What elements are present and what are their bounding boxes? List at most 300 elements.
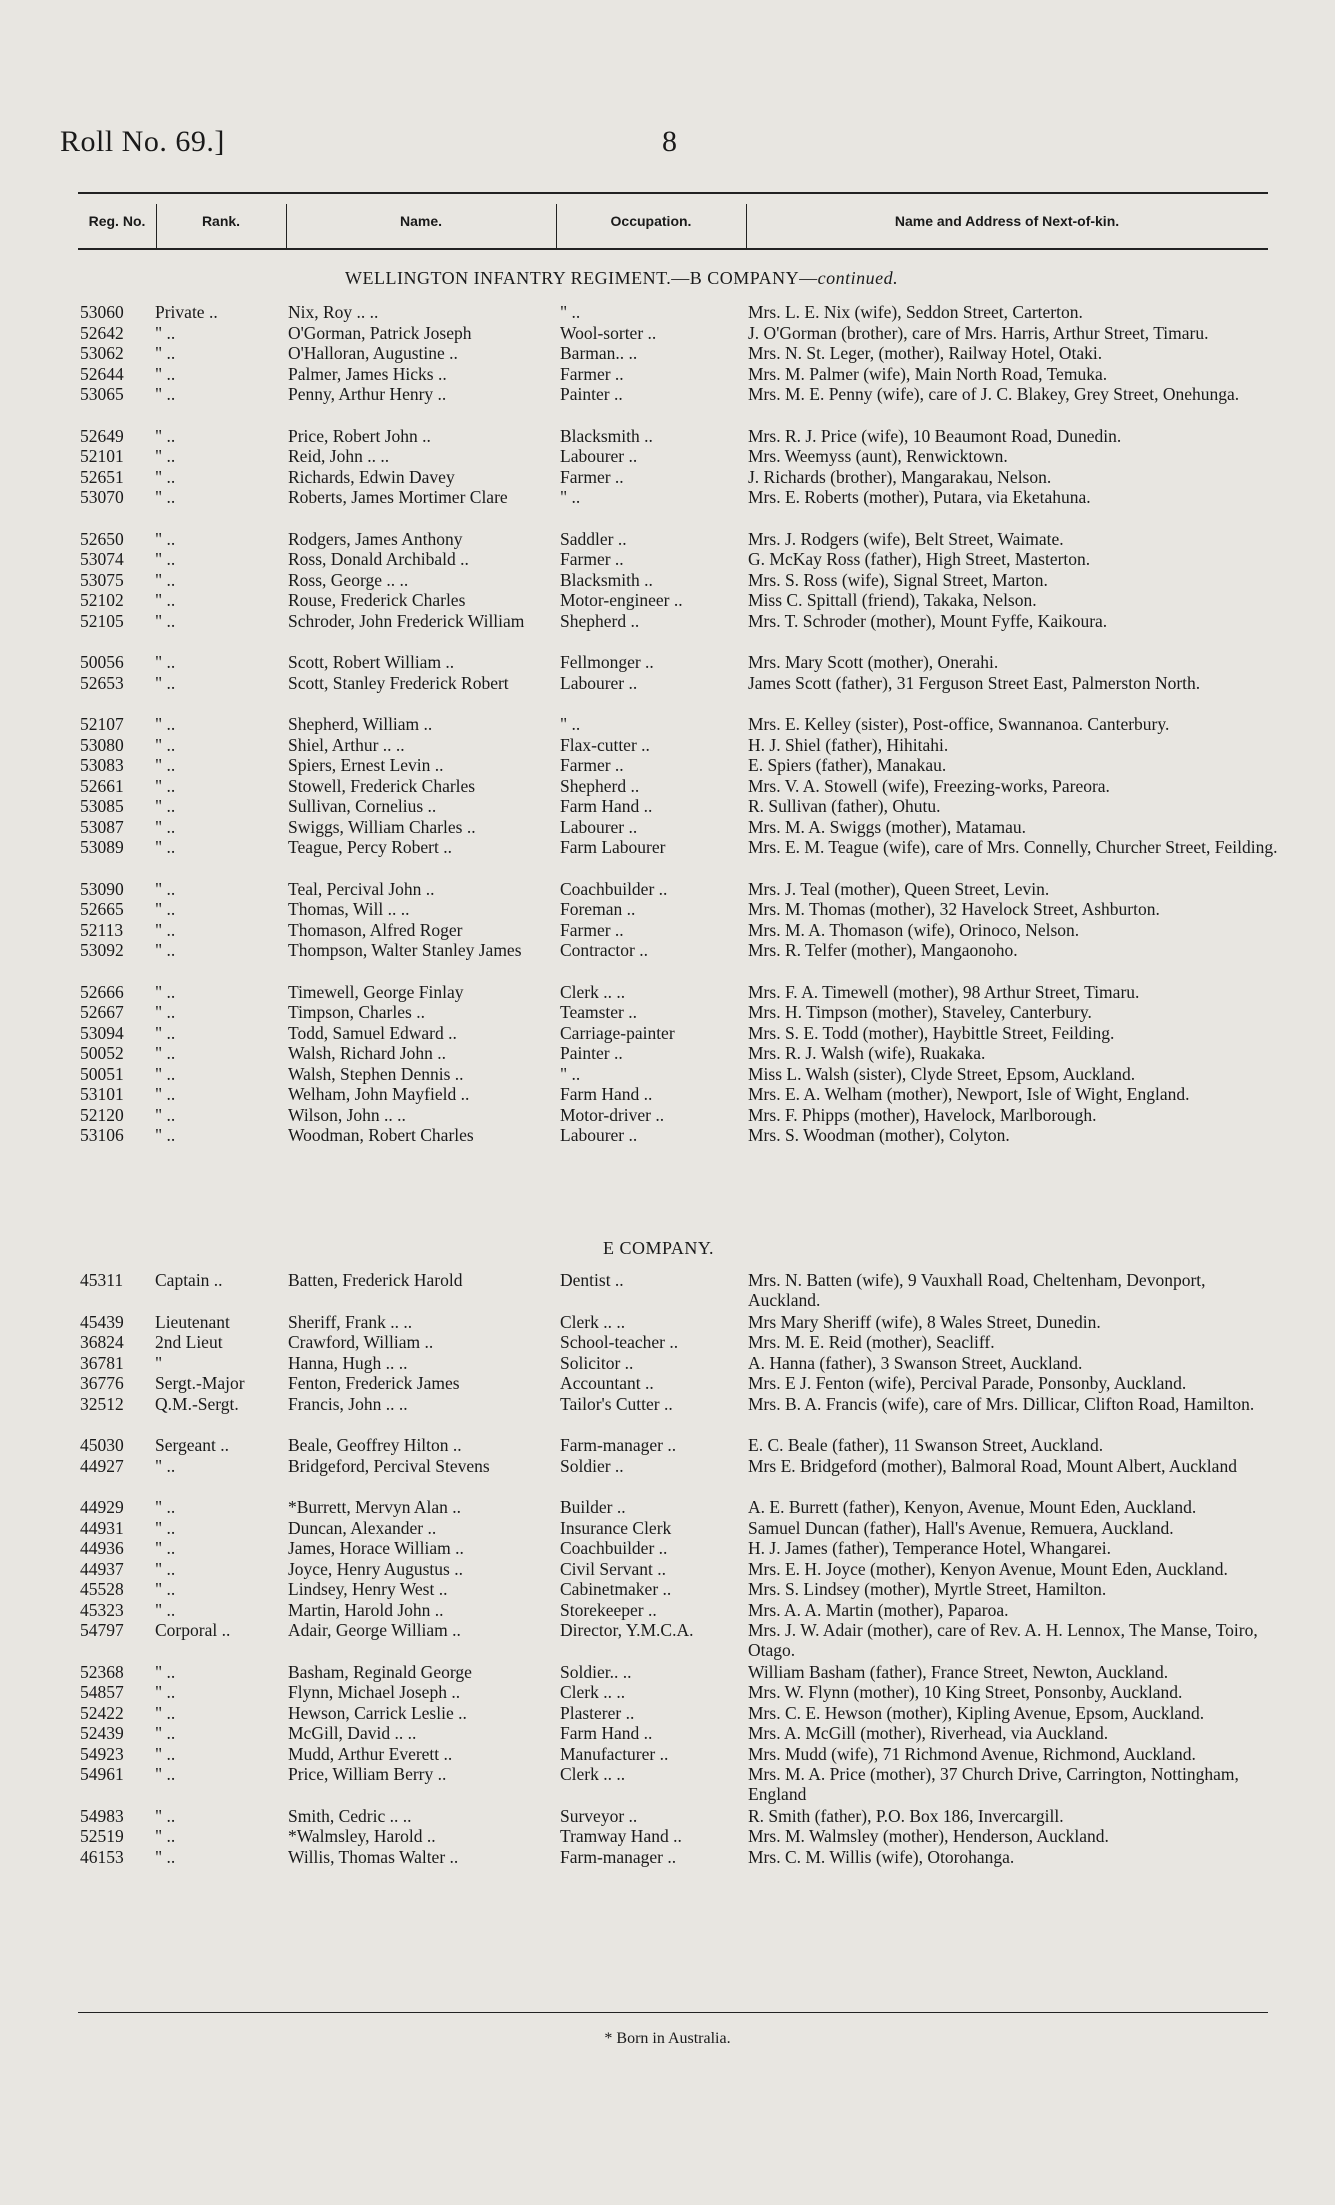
table-row: [0, 714, 1335, 734]
cell-rank: " ..: [155, 1002, 176, 1022]
cell-rank: " ..: [155, 1517, 176, 1538]
column-header-occupation: Occupation.: [610, 213, 692, 229]
cell-reg-no: 52107: [80, 714, 124, 734]
cell-reg-no: 52667: [80, 1002, 124, 1022]
cell-occupation: Farm-manager ..: [560, 1846, 677, 1867]
table-row: [0, 1373, 1335, 1393]
cell-occupation: Farm Hand ..: [560, 1723, 653, 1743]
table-row: [0, 1806, 1335, 1826]
cell-occupation: Coachbuilder ..: [560, 878, 668, 899]
cell-reg-no: 54961: [80, 1764, 124, 1784]
cell-reg-no: 52368: [80, 1661, 124, 1682]
cell-next-of-kin: Mrs. C. E. Hewson (mother), Kipling Avenue, Epsom, Auckland.: [748, 1702, 1205, 1723]
cell-occupation: Plasterer ..: [560, 1702, 635, 1723]
table-row: [0, 549, 1335, 569]
cell-occupation: Storekeeper ..: [560, 1599, 657, 1620]
cell-rank: " ..: [155, 590, 176, 610]
cell-occupation: Tailor's Cutter ..: [560, 1393, 673, 1414]
roll-number: Roll No. 69.]: [60, 125, 225, 158]
cell-next-of-kin: G. McKay Ross (father), High Street, Masterton.: [748, 549, 1091, 569]
cell-name: Crawford, William ..: [288, 1332, 434, 1352]
table-row: [0, 1559, 1335, 1579]
cell-next-of-kin: E. Spiers (father), Manakau.: [748, 755, 947, 775]
cell-reg-no: 52101: [80, 446, 124, 466]
cell-occupation: Farmer ..: [560, 363, 624, 384]
cell-name: Woodman, Robert Charles: [288, 1125, 474, 1145]
table-row: [0, 776, 1335, 796]
cell-name: Rouse, Frederick Charles: [288, 590, 466, 610]
cell-next-of-kin: Mrs. H. Timpson (mother), Staveley, Canterbury.: [748, 1002, 1092, 1022]
column-header-name: Name.: [399, 213, 443, 229]
table-row: [0, 323, 1335, 343]
cell-name: Swiggs, William Charles ..: [288, 816, 476, 837]
cell-occupation: Surveyor ..: [560, 1805, 638, 1826]
cell-rank: " ..: [155, 981, 176, 1002]
cell-next-of-kin: Mrs. V. A. Stowell (wife), Freezing-works, Pareora.: [748, 775, 1110, 796]
cell-occupation: Labourer ..: [560, 672, 638, 693]
cell-next-of-kin: Mrs. Weemyss (aunt), Renwicktown.: [748, 446, 1008, 466]
table-row: [0, 302, 1335, 322]
cell-reg-no: 53106: [80, 1125, 124, 1145]
cell-next-of-kin: Mrs. M. A. Thomason (wife), Orinoco, Nelson.: [748, 919, 1080, 940]
column-header-next-of-kin: Name and Address of Next-of-kin.: [894, 213, 1120, 229]
cell-next-of-kin: J. Richards (brother), Mangarakau, Nelson.: [748, 466, 1052, 487]
table-row: [0, 1023, 1335, 1043]
cell-occupation: Farm Labourer: [560, 837, 666, 857]
cell-next-of-kin: H. J. James (father), Temperance Hotel, Whangarei.: [748, 1538, 1112, 1558]
cell-rank: Captain ..: [155, 1270, 223, 1290]
cell-reg-no: 53080: [80, 734, 124, 755]
cell-occupation: " ..: [560, 487, 581, 507]
cell-name: Walsh, Richard John ..: [288, 1043, 447, 1063]
cell-reg-no: 53087: [80, 816, 124, 837]
cell-reg-no: 50056: [80, 652, 124, 672]
cell-name: Walsh, Stephen Dennis ..: [288, 1063, 464, 1084]
cell-occupation: Solicitor ..: [560, 1352, 634, 1373]
cell-reg-no: 52439: [80, 1723, 124, 1743]
table-row: [0, 1847, 1335, 1867]
cell-occupation: Farmer ..: [560, 466, 624, 487]
cell-reg-no: 53065: [80, 384, 124, 404]
section-title-b-company: [345, 268, 898, 289]
page-number: 8: [662, 125, 677, 158]
cell-name: Penny, Arthur Henry ..: [288, 384, 447, 404]
cell-reg-no: 53060: [80, 302, 124, 322]
cell-occupation: Wool-sorter ..: [560, 322, 657, 343]
cell-name: Teague, Percy Robert ..: [288, 837, 452, 857]
table-row: [0, 384, 1335, 404]
cell-name: *Burrett, Mervyn Alan ..: [288, 1497, 462, 1517]
table-row: [0, 755, 1335, 775]
cell-rank: " ..: [155, 1579, 176, 1599]
cell-next-of-kin: Mrs. E. H. Joyce (mother), Kenyon Avenue, Mount Eden, Auckland.: [748, 1558, 1228, 1579]
cell-occupation: Dentist ..: [560, 1270, 624, 1290]
cell-occupation: Clerk .. ..: [560, 1311, 626, 1332]
table-row: [0, 1497, 1335, 1517]
cell-next-of-kin: Mrs. R. J. Walsh (wife), Ruakaka.: [748, 1043, 986, 1063]
cell-reg-no: 52644: [80, 363, 124, 384]
cell-next-of-kin: Mrs. S. Lindsey (mother), Myrtle Street, Hamilton.: [748, 1579, 1107, 1599]
table-row: [0, 1332, 1335, 1352]
table-row: [0, 1456, 1335, 1476]
cell-next-of-kin: Mrs. M. Palmer (wife), Main North Road, Temuka.: [748, 363, 1108, 384]
cell-reg-no: 54797: [80, 1620, 124, 1640]
table-row: [0, 1353, 1335, 1373]
cell-name: Thomason, Alfred Roger: [288, 919, 463, 940]
cell-rank: " ..: [155, 837, 176, 857]
cell-name: Teal, Percival John ..: [288, 878, 435, 899]
cell-name: Timewell, George Finlay: [288, 981, 464, 1002]
cell-name: Roberts, James Mortimer Clare: [288, 487, 508, 507]
cell-occupation: Fellmonger ..: [560, 652, 654, 672]
cell-occupation: Soldier ..: [560, 1455, 624, 1476]
table-row: [0, 879, 1335, 899]
table-row: [0, 529, 1335, 549]
cell-reg-no: 36776: [80, 1373, 124, 1393]
cell-rank: Sergeant ..: [155, 1435, 230, 1455]
cell-next-of-kin: H. J. Shiel (father), Hihitahi.: [748, 734, 949, 755]
cell-reg-no: 45439: [80, 1311, 124, 1332]
cell-name: Scott, Robert William ..: [288, 652, 455, 672]
table-row: [0, 1620, 1335, 1660]
cell-occupation: Blacksmith ..: [560, 569, 653, 590]
cell-reg-no: 52519: [80, 1826, 124, 1846]
table-row: [0, 1682, 1335, 1702]
cell-occupation: Blacksmith ..: [560, 425, 653, 446]
cell-occupation: Motor-engineer ..: [560, 590, 683, 610]
cell-occupation: Farm-manager ..: [560, 1435, 677, 1455]
section-title-e-company: [603, 1238, 714, 1259]
cell-rank: " ..: [155, 734, 176, 755]
cell-reg-no: 53083: [80, 755, 124, 775]
cell-occupation: Motor-driver ..: [560, 1104, 665, 1125]
cell-next-of-kin: Mrs. S. Ross (wife), Signal Street, Marton.: [748, 569, 1048, 590]
cell-occupation: Labourer ..: [560, 816, 638, 837]
cell-occupation: " ..: [560, 302, 581, 322]
cell-reg-no: 52666: [80, 981, 124, 1002]
cell-occupation: Clerk .. ..: [560, 981, 626, 1002]
cell-next-of-kin: Mrs. J. Teal (mother), Queen Street, Levin.: [748, 878, 1050, 899]
cell-rank: 2nd Lieut: [155, 1332, 223, 1352]
cell-name: James, Horace William ..: [288, 1538, 464, 1558]
table-row: [0, 1125, 1335, 1145]
cell-next-of-kin: Mrs. N. Batten (wife), 9 Vauxhall Road, Cheltenham, Devonport, Auckland.: [748, 1270, 1206, 1310]
cell-reg-no: 46153: [80, 1846, 124, 1867]
cell-reg-no: 53101: [80, 1084, 124, 1104]
cell-next-of-kin: Mrs. M. A. Price (mother), 37 Church Drive, Carrington, Nottingham, England: [748, 1764, 1239, 1804]
table-row: [0, 1084, 1335, 1104]
cell-name: Price, William Berry ..: [288, 1764, 447, 1784]
cell-occupation: Carriage-painter: [560, 1022, 675, 1043]
cell-rank: " ..: [155, 1497, 176, 1517]
cell-name: Beale, Geoffrey Hilton ..: [288, 1435, 462, 1455]
cell-reg-no: 52422: [80, 1702, 124, 1723]
cell-next-of-kin: Mrs E. Bridgeford (mother), Balmoral Road, Mount Albert, Auckland: [748, 1455, 1237, 1476]
cell-rank: " ..: [155, 1764, 176, 1784]
table-row: [0, 673, 1335, 693]
cell-next-of-kin: E. C. Beale (father), 11 Swanson Street, Auckland.: [748, 1435, 1104, 1455]
table-row: [0, 1270, 1335, 1310]
cell-next-of-kin: Mrs. E. A. Welham (mother), Newport, Isle of Wight, England.: [748, 1084, 1190, 1104]
table-row: [0, 1435, 1335, 1455]
cell-rank: " ..: [155, 878, 176, 899]
cell-occupation: Shepherd ..: [560, 610, 640, 631]
cell-rank: " ..: [155, 1723, 176, 1743]
cell-occupation: Farmer ..: [560, 919, 624, 940]
cell-name: Palmer, James Hicks ..: [288, 363, 447, 384]
cell-name: Basham, Reginald George: [288, 1661, 472, 1682]
cell-next-of-kin: Mrs. Mary Scott (mother), Onerahi.: [748, 652, 999, 672]
table-row: [0, 1744, 1335, 1764]
cell-rank: " ..: [155, 1125, 176, 1145]
cell-reg-no: 52113: [80, 919, 124, 940]
cell-next-of-kin: Mrs. S. E. Todd (mother), Haybittle Street, Feilding.: [748, 1022, 1115, 1043]
cell-name: Sullivan, Cornelius ..: [288, 796, 437, 816]
cell-next-of-kin: Mrs. J. W. Adair (mother), care of Rev. A. H. Lennox, The Manse, Toiro, Otago.: [748, 1620, 1258, 1660]
cell-reg-no: 44936: [80, 1538, 124, 1558]
cell-occupation: Civil Servant ..: [560, 1558, 666, 1579]
table-row: [0, 1579, 1335, 1599]
cell-rank: " ..: [155, 672, 176, 693]
section-title-suffix: continued.: [817, 268, 899, 288]
cell-next-of-kin: A. E. Burrett (father), Kenyon, Avenue, Mount Eden, Auckland.: [748, 1497, 1197, 1517]
cell-name: Ross, Donald Archibald ..: [288, 549, 469, 569]
cell-reg-no: 52120: [80, 1104, 124, 1125]
cell-next-of-kin: Mrs. L. E. Nix (wife), Seddon Street, Carterton.: [748, 302, 1083, 322]
cell-name: Wilson, John .. ..: [288, 1104, 406, 1125]
cell-name: Scott, Stanley Frederick Robert: [288, 672, 509, 693]
cell-rank: " ..: [155, 446, 176, 466]
cell-reg-no: 36824: [80, 1332, 124, 1352]
cell-name: Mudd, Arthur Everett ..: [288, 1743, 453, 1764]
cell-rank: " ..: [155, 610, 176, 631]
cell-rank: " ..: [155, 1558, 176, 1579]
cell-reg-no: 52642: [80, 322, 124, 343]
table-row: [0, 1764, 1335, 1804]
cell-reg-no: 45528: [80, 1579, 124, 1599]
cell-occupation: Shepherd ..: [560, 775, 640, 796]
cell-rank: " ..: [155, 652, 176, 672]
table-row: [0, 446, 1335, 466]
cell-reg-no: 52650: [80, 528, 124, 549]
section-title-text: WELLINGTON INFANTRY REGIMENT.—B COMPANY—: [345, 268, 818, 288]
cell-rank: " ..: [155, 343, 176, 363]
cell-next-of-kin: Mrs. C. M. Willis (wife), Otorohanga.: [748, 1846, 1015, 1867]
cell-occupation: Insurance Clerk: [560, 1517, 672, 1538]
cell-reg-no: 32512: [80, 1393, 124, 1414]
column-header-reg: Reg. No.: [88, 213, 146, 229]
cell-reg-no: 44929: [80, 1497, 124, 1517]
cell-name: Nix, Roy .. ..: [288, 302, 379, 322]
cell-rank: " ..: [155, 919, 176, 940]
cell-name: Price, Robert John ..: [288, 425, 431, 446]
cell-name: Spiers, Ernest Levin ..: [288, 755, 444, 775]
cell-reg-no: 44931: [80, 1517, 124, 1538]
cell-occupation: Painter ..: [560, 1043, 623, 1063]
table-row: [0, 1703, 1335, 1723]
cell-next-of-kin: Mrs. M. A. Swiggs (mother), Matamau.: [748, 816, 1027, 837]
cell-name: O'Halloran, Augustine ..: [288, 343, 458, 363]
cell-rank: " ..: [155, 1084, 176, 1104]
cell-occupation: Cabinetmaker ..: [560, 1579, 672, 1599]
cell-rank: " ..: [155, 1661, 176, 1682]
cell-occupation: Tramway Hand ..: [560, 1826, 682, 1846]
table-row: [0, 899, 1335, 919]
cell-occupation: Flax-cutter ..: [560, 734, 650, 755]
cell-name: O'Gorman, Patrick Joseph: [288, 322, 472, 343]
cell-occupation: Farm Hand ..: [560, 1084, 653, 1104]
cell-name: Flynn, Michael Joseph ..: [288, 1682, 461, 1702]
table-row: [0, 1826, 1335, 1846]
cell-rank: " ..: [155, 816, 176, 837]
cell-next-of-kin: Mrs. E. Kelley (sister), Post-office, Swannanoa. Canterbury.: [748, 714, 1170, 734]
table-row: [0, 364, 1335, 384]
cell-rank: Q.M.-Sergt.: [155, 1393, 239, 1414]
cell-name: Reid, John .. ..: [288, 446, 390, 466]
cell-rank: " ..: [155, 1022, 176, 1043]
cell-next-of-kin: R. Smith (father), P.O. Box 186, Invercargill.: [748, 1805, 1064, 1826]
table-row: [0, 611, 1335, 631]
cell-occupation: Barman.. ..: [560, 343, 638, 363]
cell-next-of-kin: Mrs. E. M. Teague (wife), care of Mrs. Connelly, Churcher Street, Feilding.: [748, 837, 1278, 857]
cell-rank: " ..: [155, 899, 176, 919]
cell-rank: " ..: [155, 1682, 176, 1702]
cell-name: Welham, John Mayfield ..: [288, 1084, 470, 1104]
cell-name: Schroder, John Frederick William: [288, 610, 525, 631]
cell-reg-no: 53092: [80, 940, 124, 960]
cell-next-of-kin: Mrs. M. E. Reid (mother), Seacliff.: [748, 1332, 995, 1352]
cell-rank: " ..: [155, 487, 176, 507]
cell-reg-no: 53090: [80, 878, 124, 899]
cell-reg-no: 53089: [80, 837, 124, 857]
cell-occupation: Soldier.. ..: [560, 1661, 632, 1682]
cell-rank: " ..: [155, 1826, 176, 1846]
cell-next-of-kin: Mrs. M. Walmsley (mother), Henderson, Auckland.: [748, 1826, 1109, 1846]
cell-occupation: Clerk .. ..: [560, 1764, 626, 1784]
cell-rank: " ..: [155, 775, 176, 796]
cell-reg-no: 44927: [80, 1455, 124, 1476]
cell-name: Bridgeford, Percival Stevens: [288, 1455, 490, 1476]
table-row: [0, 1538, 1335, 1558]
cell-occupation: Teamster ..: [560, 1002, 638, 1022]
cell-reg-no: 52665: [80, 899, 124, 919]
cell-rank: Private ..: [155, 302, 218, 322]
cell-occupation: Manufacturer ..: [560, 1743, 669, 1764]
cell-next-of-kin: Miss C. Spittall (friend), Takaka, Nelson.: [748, 590, 1037, 610]
cell-next-of-kin: Mrs. Mudd (wife), 71 Richmond Avenue, Richmond, Auckland.: [748, 1743, 1196, 1764]
cell-rank: " ..: [155, 1702, 176, 1723]
cell-next-of-kin: Mrs. T. Schroder (mother), Mount Fyffe, Kaikoura.: [748, 610, 1108, 631]
cell-rank: " ..: [155, 1455, 176, 1476]
cell-next-of-kin: Mrs. E. Roberts (mother), Putara, via Eketahuna.: [748, 487, 1091, 507]
table-row: [0, 1043, 1335, 1063]
cell-occupation: Saddler ..: [560, 528, 627, 549]
cell-occupation: " ..: [560, 714, 581, 734]
cell-reg-no: 54923: [80, 1743, 124, 1764]
cell-reg-no: 36781: [80, 1352, 124, 1373]
cell-name: Smith, Cedric .. ..: [288, 1805, 412, 1826]
cell-next-of-kin: Mrs. R. Telfer (mother), Mangaonoho.: [748, 940, 1018, 960]
cell-rank: " ..: [155, 714, 176, 734]
cell-reg-no: 50051: [80, 1063, 124, 1084]
cell-rank: " ..: [155, 363, 176, 384]
cell-occupation: Director, Y.M.C.A.: [560, 1620, 694, 1640]
cell-next-of-kin: William Basham (father), France Street, Newton, Auckland.: [748, 1661, 1169, 1682]
cell-next-of-kin: Mrs. N. St. Leger, (mother), Railway Hotel, Otaki.: [748, 343, 1103, 363]
table-row: [0, 982, 1335, 1002]
cell-reg-no: 53062: [80, 343, 124, 363]
cell-rank: " ..: [155, 384, 176, 404]
cell-name: Willis, Thomas Walter ..: [288, 1846, 459, 1867]
cell-rank: " ..: [155, 1846, 176, 1867]
cell-next-of-kin: Mrs. A. A. Martin (mother), Paparoa.: [748, 1599, 1009, 1620]
cell-occupation: Farmer ..: [560, 755, 624, 775]
table-row: [0, 1600, 1335, 1620]
cell-name: Fenton, Frederick James: [288, 1373, 460, 1393]
cell-name: Stowell, Frederick Charles: [288, 775, 476, 796]
cell-occupation: Farmer ..: [560, 549, 624, 569]
table-row: [0, 426, 1335, 446]
table-row: [0, 652, 1335, 672]
table-row: [0, 920, 1335, 940]
cell-rank: ": [155, 1352, 163, 1373]
cell-rank: " ..: [155, 466, 176, 487]
cell-name: Shepherd, William ..: [288, 714, 433, 734]
table-row: [0, 487, 1335, 507]
cell-next-of-kin: Mrs. W. Flynn (mother), 10 King Street, Ponsonby, Auckland.: [748, 1682, 1183, 1702]
cell-next-of-kin: Mrs Mary Sheriff (wife), 8 Wales Street, Dunedin.: [748, 1311, 1101, 1332]
cell-occupation: Accountant ..: [560, 1373, 654, 1393]
cell-reg-no: 45323: [80, 1599, 124, 1620]
cell-next-of-kin: Mrs. F. Phipps (mother), Havelock, Marlborough.: [748, 1104, 1097, 1125]
cell-next-of-kin: James Scott (father), 31 Ferguson Street East, Palmerston North.: [748, 672, 1201, 693]
cell-next-of-kin: Mrs. R. J. Price (wife), 10 Beaumont Road, Dunedin.: [748, 425, 1122, 446]
cell-reg-no: 52653: [80, 672, 124, 693]
cell-name: McGill, David .. ..: [288, 1723, 417, 1743]
cell-occupation: Contractor ..: [560, 940, 648, 960]
cell-name: Hanna, Hugh .. ..: [288, 1352, 408, 1373]
cell-name: Shiel, Arthur .. ..: [288, 734, 405, 755]
table-row: [0, 1394, 1335, 1414]
cell-name: Martin, Harold John ..: [288, 1599, 444, 1620]
table-row: [0, 1105, 1335, 1125]
cell-rank: " ..: [155, 1063, 176, 1084]
cell-name: Thomas, Will .. ..: [288, 899, 410, 919]
cell-reg-no: 53085: [80, 796, 124, 816]
cell-occupation: Labourer ..: [560, 446, 638, 466]
table-row: [0, 1312, 1335, 1332]
cell-next-of-kin: Samuel Duncan (father), Hall's Avenue, Remuera, Auckland.: [748, 1517, 1174, 1538]
table-row: [0, 1002, 1335, 1022]
cell-name: Todd, Samuel Edward ..: [288, 1022, 457, 1043]
table-row: [0, 1518, 1335, 1538]
cell-reg-no: 52649: [80, 425, 124, 446]
cell-name: Joyce, Henry Augustus ..: [288, 1558, 463, 1579]
table-row: [0, 343, 1335, 363]
cell-rank: " ..: [155, 528, 176, 549]
cell-name: Adair, George William ..: [288, 1620, 461, 1640]
cell-name: *Walmsley, Harold ..: [288, 1826, 436, 1846]
cell-name: Batten, Frederick Harold: [288, 1270, 463, 1290]
cell-rank: Sergt.-Major: [155, 1373, 245, 1393]
cell-occupation: School-teacher ..: [560, 1332, 679, 1352]
cell-occupation: " ..: [560, 1063, 581, 1084]
cell-rank: " ..: [155, 1043, 176, 1063]
cell-rank: " ..: [155, 755, 176, 775]
cell-next-of-kin: A. Hanna (father), 3 Swanson Street, Auckland.: [748, 1352, 1083, 1373]
cell-next-of-kin: Mrs. S. Woodman (mother), Colyton.: [748, 1125, 1010, 1145]
cell-next-of-kin: Mrs. E J. Fenton (wife), Percival Parade, Ponsonby, Auckland.: [748, 1373, 1187, 1393]
